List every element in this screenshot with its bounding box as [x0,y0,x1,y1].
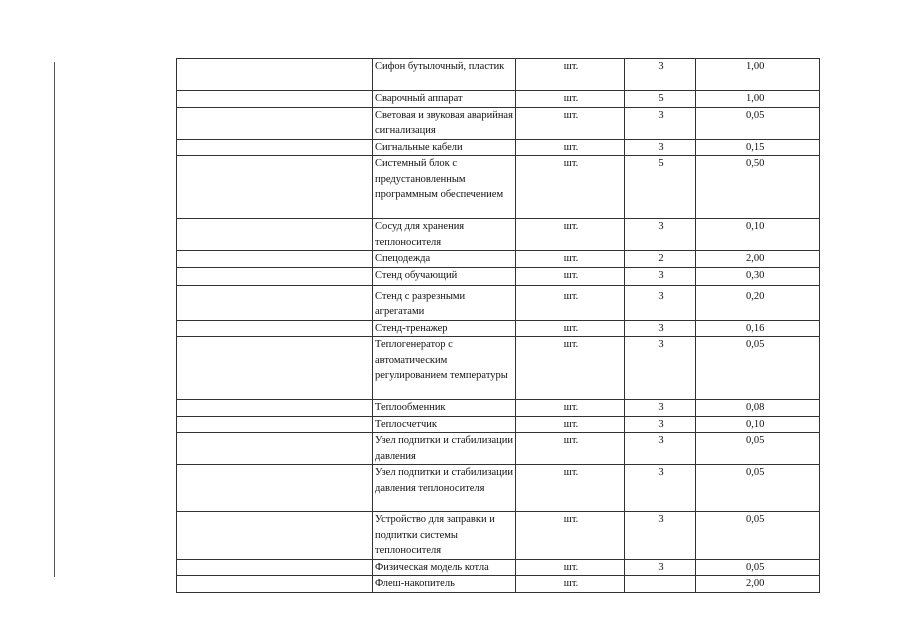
item-qty: 3 [625,512,696,560]
item-qty: 2 [625,251,696,268]
item-name: Световая и звуковая аварийная сигнализация [373,107,516,139]
empty-cell [177,139,373,156]
item-name: Сосуд для хранения теплоносителя [373,219,516,251]
table-row [177,251,820,268]
item-value: 0,05 [696,107,820,139]
item-unit: шт. [516,219,625,251]
item-value: 0,20 [696,285,820,320]
table-row [177,91,820,108]
item-unit: шт. [516,320,625,337]
item-unit: шт. [516,285,625,320]
empty-cell [177,433,373,465]
page-margin-line [54,62,55,577]
table-row [177,576,820,593]
item-unit: шт. [516,576,625,593]
item-name: Сифон бутылочный, пластик [373,59,516,91]
item-unit: шт. [516,416,625,433]
item-value: 0,16 [696,320,820,337]
item-unit: шт. [516,512,625,560]
table-row [177,156,820,219]
empty-cell [177,416,373,433]
empty-cell [177,400,373,417]
table-row [177,267,820,285]
item-qty: 5 [625,156,696,219]
empty-cell [177,576,373,593]
item-name: Теплогенератор с автоматическим регулированием температуры [373,337,516,400]
item-name: Сигнальные кабели [373,139,516,156]
item-name: Сварочный аппарат [373,91,516,108]
item-value: 0,50 [696,156,820,219]
item-unit: шт. [516,251,625,268]
table-row [177,416,820,433]
empty-cell [177,285,373,320]
table-row [177,320,820,337]
empty-cell [177,156,373,219]
item-qty [625,576,696,593]
item-value: 2,00 [696,251,820,268]
item-unit: шт. [516,559,625,576]
item-name: Устройство для заправки и подпитки системы теплоносителя [373,512,516,560]
item-unit: шт. [516,465,625,512]
item-value: 0,30 [696,267,820,285]
item-unit: шт. [516,267,625,285]
item-name: Стенд с разрезными агрегатами [373,285,516,320]
item-qty: 3 [625,219,696,251]
item-value: 0,15 [696,139,820,156]
item-qty: 3 [625,320,696,337]
item-name: Спецодежда [373,251,516,268]
empty-cell [177,267,373,285]
item-value: 0,05 [696,512,820,560]
empty-cell [177,91,373,108]
table-row [177,107,820,139]
table-row [177,559,820,576]
item-qty: 3 [625,337,696,400]
item-unit: шт. [516,337,625,400]
item-qty: 3 [625,400,696,417]
table-row [177,465,820,512]
empty-cell [177,512,373,560]
equipment-table [176,58,820,593]
table-row [177,59,820,91]
item-value: 2,00 [696,576,820,593]
empty-cell [177,465,373,512]
item-name: Физическая модель котла [373,559,516,576]
empty-cell [177,59,373,91]
item-qty: 3 [625,433,696,465]
empty-cell [177,559,373,576]
item-unit: шт. [516,139,625,156]
item-value: 1,00 [696,59,820,91]
item-qty: 5 [625,91,696,108]
item-unit: шт. [516,107,625,139]
item-name: Узел подпитки и стабилизации давления теплоносителя [373,465,516,512]
empty-cell [177,337,373,400]
empty-cell [177,251,373,268]
item-qty: 3 [625,107,696,139]
empty-cell [177,107,373,139]
table-row [177,433,820,465]
item-unit: шт. [516,433,625,465]
item-name: Теплообменник [373,400,516,417]
table-row [177,400,820,417]
item-value: 0,05 [696,433,820,465]
item-qty: 3 [625,267,696,285]
item-name: Узел подпитки и стабилизации давления [373,433,516,465]
item-qty: 3 [625,285,696,320]
item-qty: 3 [625,465,696,512]
table-row [177,219,820,251]
item-value: 0,10 [696,219,820,251]
item-qty: 3 [625,559,696,576]
table-row [177,512,820,560]
empty-cell [177,219,373,251]
table-row [177,337,820,400]
item-value: 0,05 [696,559,820,576]
item-name: Флеш-накопитель [373,576,516,593]
table-row [177,285,820,320]
table-row [177,139,820,156]
item-qty: 3 [625,139,696,156]
item-value: 0,10 [696,416,820,433]
item-value: 0,08 [696,400,820,417]
item-name: Системный блок с предустановленным программным обеспечением [373,156,516,219]
item-name: Стенд-тренажер [373,320,516,337]
item-value: 1,00 [696,91,820,108]
item-qty: 3 [625,59,696,91]
empty-cell [177,320,373,337]
item-unit: шт. [516,91,625,108]
item-qty: 3 [625,416,696,433]
item-unit: шт. [516,156,625,219]
item-unit: шт. [516,400,625,417]
item-value: 0,05 [696,337,820,400]
item-unit: шт. [516,59,625,91]
item-name: Теплосчетчик [373,416,516,433]
item-value: 0,05 [696,465,820,512]
item-name: Стенд обучающий [373,267,516,285]
